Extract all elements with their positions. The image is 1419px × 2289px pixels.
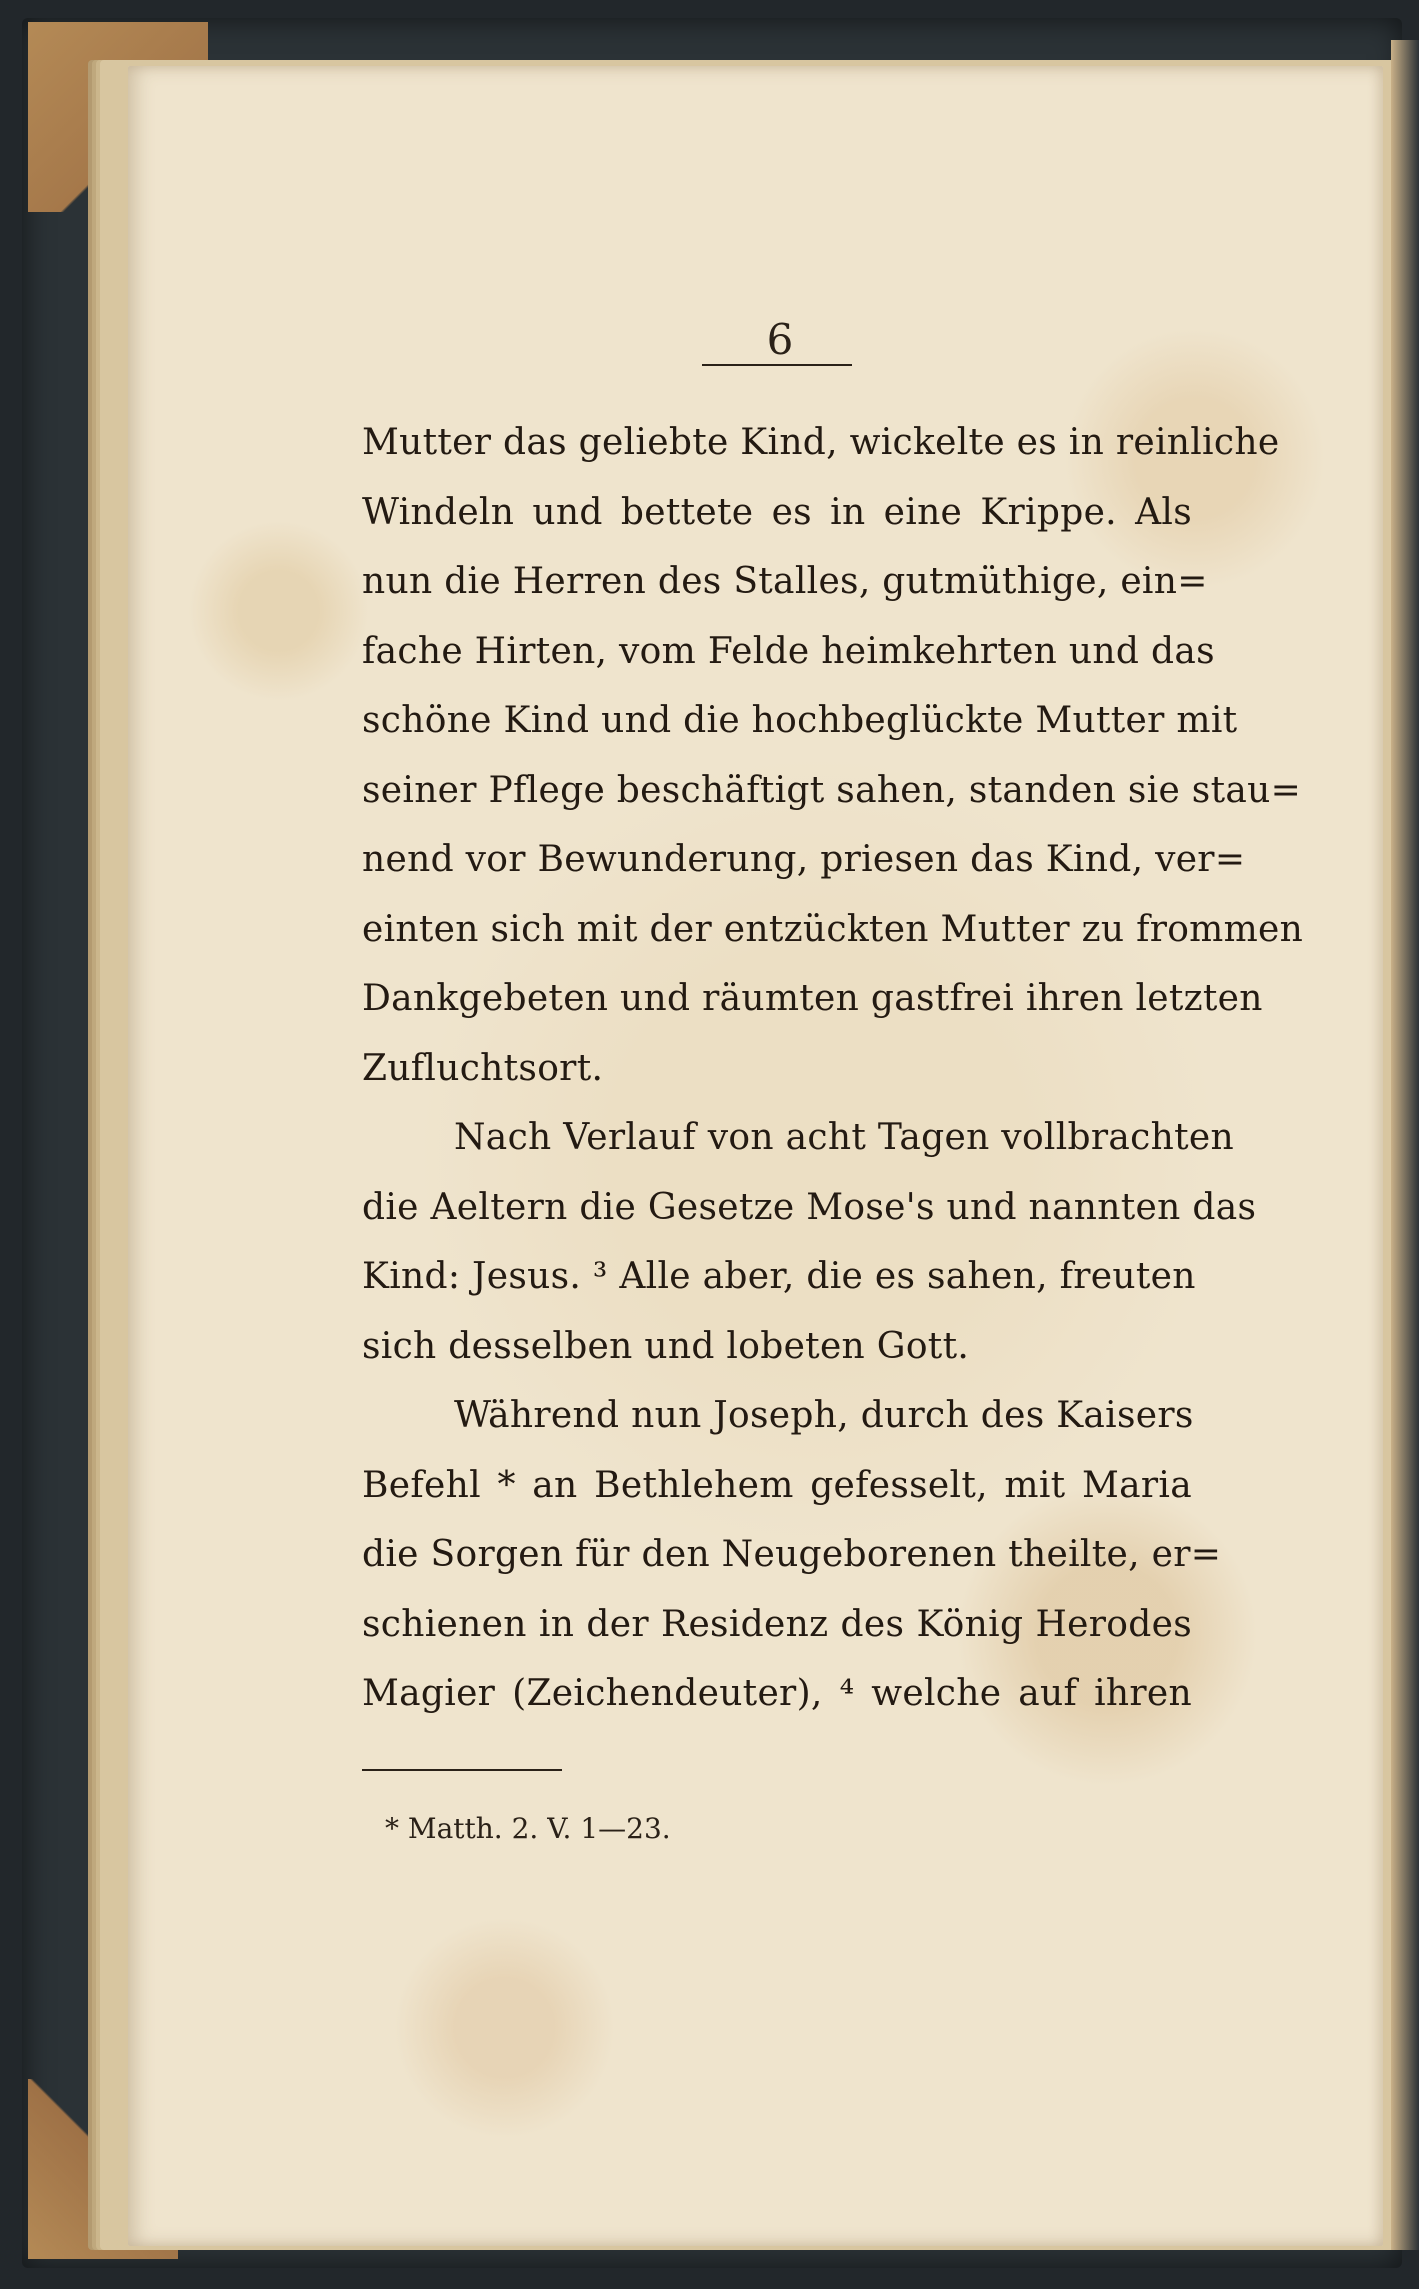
footnote-rule	[362, 1769, 562, 1771]
text-line: Magier (Zeichendeuter), ⁴ welche auf ihren	[362, 1673, 1192, 1714]
right-page-edge	[1391, 40, 1419, 2250]
text-line: Kind: Jesus. ³ Alle aber, die es sahen, freuten	[362, 1256, 1196, 1297]
text-line: die Aeltern die Gesetze Mose's und nannten das	[362, 1186, 1257, 1228]
page-number-rule	[702, 364, 852, 366]
text-line: Windeln und bettete es in eine Krippe. Als	[362, 491, 1192, 533]
text-line: Nach Verlauf von acht Tagen vollbrachten	[454, 1117, 1234, 1158]
text-line: Zufluchtsort.	[362, 1047, 604, 1089]
text-line: Während nun Joseph, durch des Kaisers	[454, 1395, 1194, 1436]
text-line: fache Hirten, vom Felde heimkehrten und das	[362, 630, 1215, 672]
footnote: * Matth. 2. V. 1—23.	[385, 1812, 671, 1845]
text-line: Mutter das geliebte Kind, wickelte es in reinliche	[362, 422, 1280, 463]
text-line: schienen in der Residenz des König Herodes	[362, 1603, 1192, 1645]
text-line: die Sorgen für den Neugeborenen theilte, er=	[362, 1534, 1222, 1575]
text-line: seiner Pflege beschäftigt sahen, standen sie stau=	[362, 769, 1302, 811]
text-line: einten sich mit der entzückten Mutter zu frommen	[362, 908, 1304, 950]
text-line: sich desselben und lobeten Gott.	[362, 1325, 970, 1367]
text-line: schöne Kind und die hochbeglückte Mutter mit	[362, 700, 1238, 741]
page-number: 6	[766, 315, 794, 364]
text-line: nun die Herren des Stalles, gutmüthige, ein=	[362, 561, 1208, 602]
body-text	[362, 408, 1304, 1729]
text-line: nend vor Bewunderung, priesen das Kind, ver=	[362, 839, 1246, 880]
text-line: Dankgebeten und räumten gastfrei ihren letzten	[362, 978, 1263, 1019]
text-line: Befehl * an Bethlehem gefesselt, mit Maria	[362, 1464, 1192, 1506]
